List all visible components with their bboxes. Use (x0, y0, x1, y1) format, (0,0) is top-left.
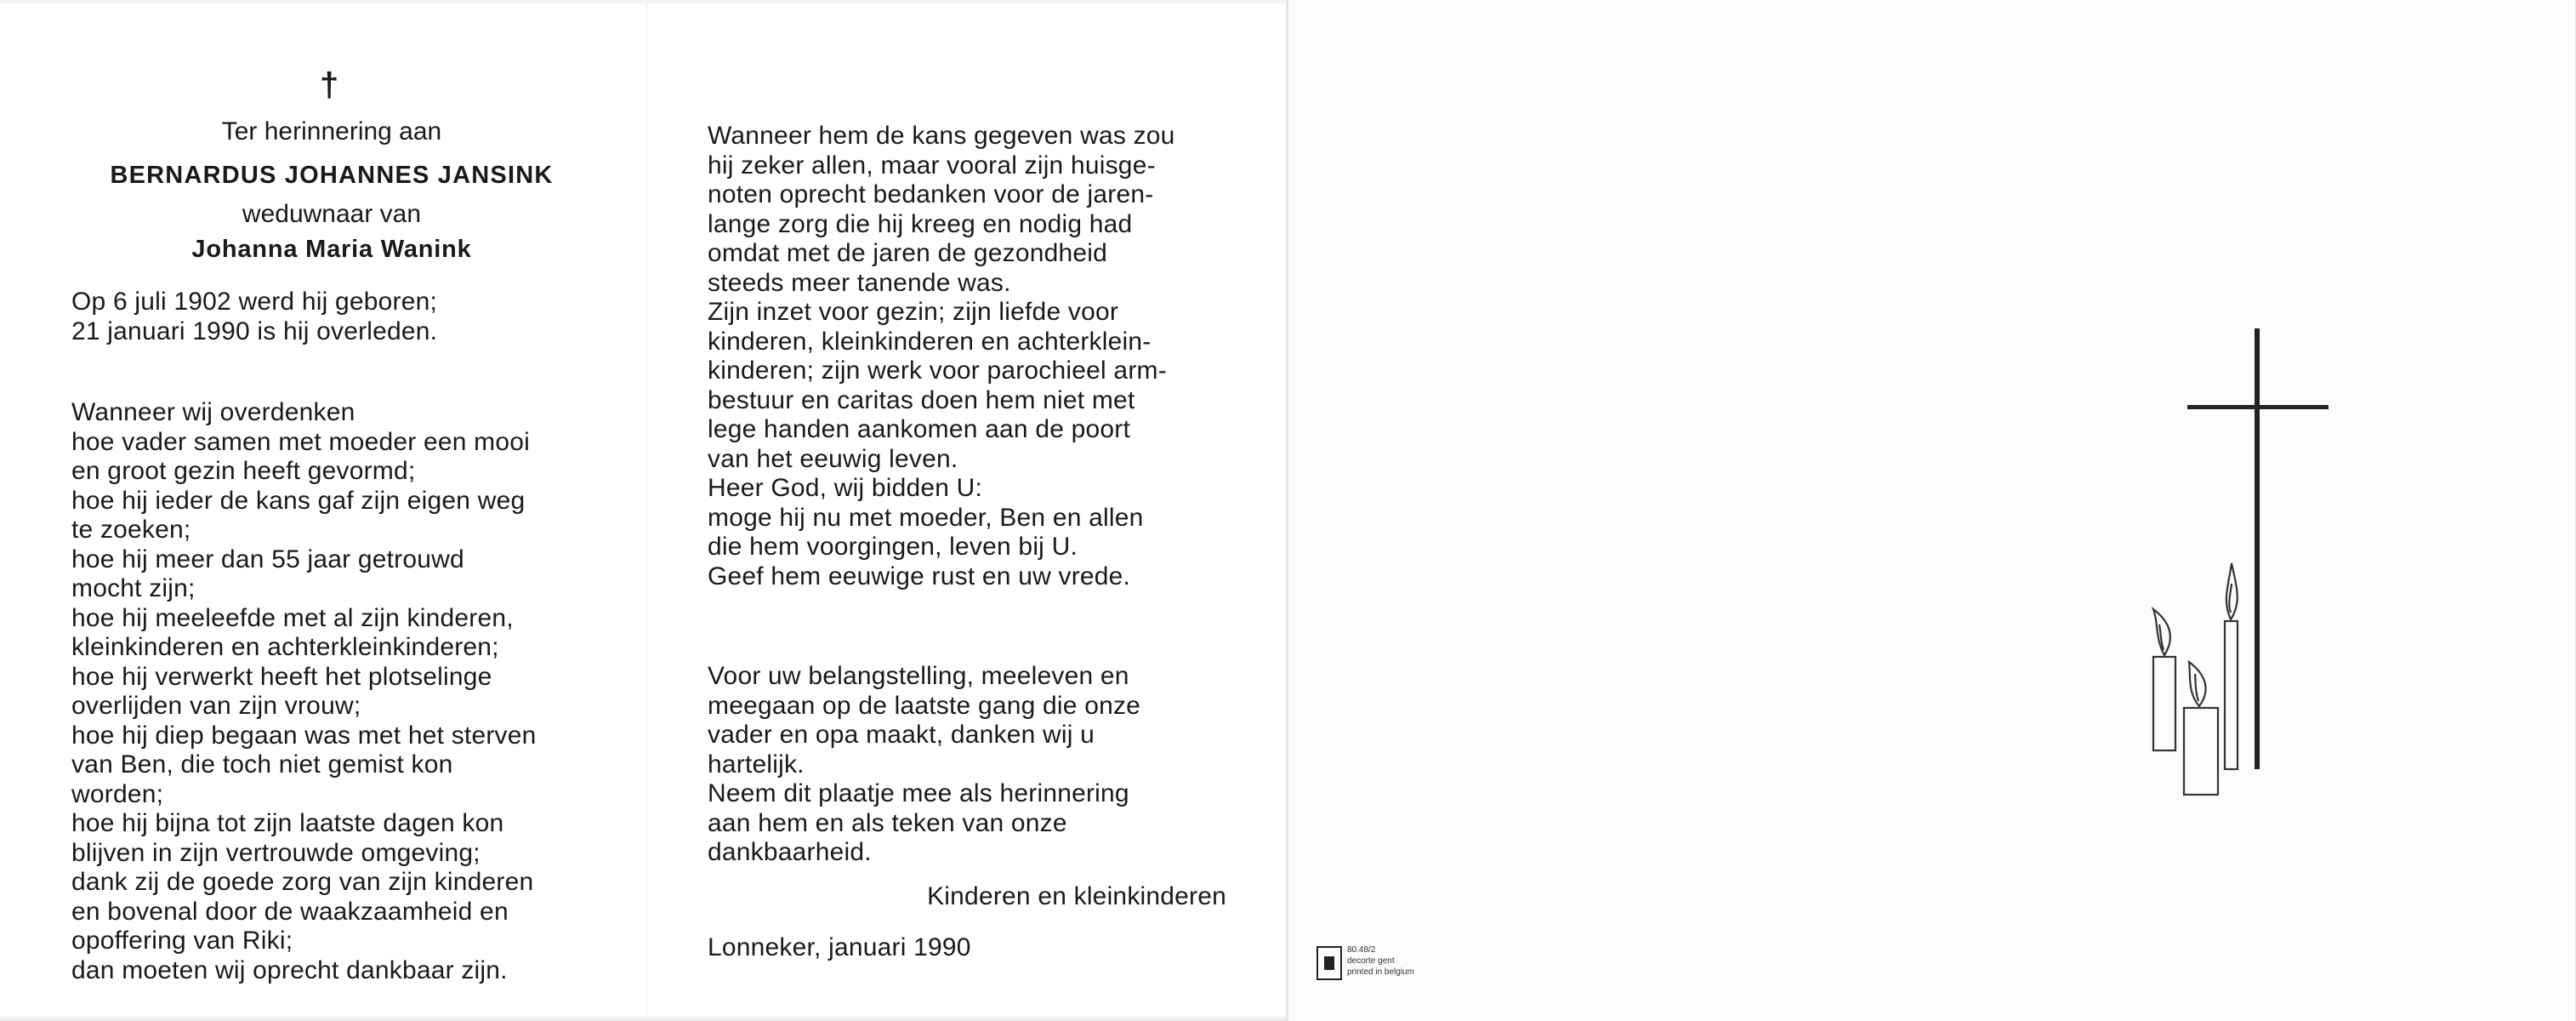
text-line: blijven in zijn vertrouwde omgeving; (71, 838, 481, 867)
text-line: die hem voorgingen, leven bij U. (708, 533, 1078, 561)
printer-origin: printed in belgium (1347, 967, 1414, 977)
candle-icon (2184, 662, 2218, 795)
card-fold (646, 0, 648, 1021)
cross-candles-artwork (2143, 323, 2347, 800)
place-date: Lonneker, januari 1990 (708, 933, 971, 961)
spouse-name: Johanna Maria Wanink (191, 236, 472, 263)
text-line: Heer God, wij bidden U: (708, 474, 983, 502)
text-line: en groot gezin heeft gevormd; (71, 457, 416, 485)
top-edge (0, 0, 1286, 3)
text-line: kinderen; zijn werk voor parochieel arm- (708, 356, 1167, 385)
text-line: bestuur en caritas doen hem niet met (708, 385, 1135, 414)
printer-code: 80.48/2 (1347, 945, 1376, 955)
printer-logo-icon (1316, 946, 1342, 980)
text-line: Zijn inzet voor gezin; zijn liefde voor (708, 298, 1119, 326)
bottom-edge (0, 1014, 1286, 1021)
text-line: hartelijk. (708, 750, 805, 779)
text-line: meegaan op de laatste gang die onze (708, 691, 1141, 720)
life-dates (71, 288, 633, 346)
family-signature: Kinderen en kleinkinderen (927, 882, 1226, 910)
reflection-text (71, 398, 616, 985)
text-line: kinderen, kleinkinderen en achterklein- (708, 327, 1152, 356)
text-line: van het eeuwig leven. (708, 444, 958, 473)
gratitude-text (708, 122, 1226, 591)
text-line: hoe hij verwerkt heeft het plotselinge (71, 662, 492, 691)
text-line: hoe vader samen met moeder een mooi (71, 427, 530, 456)
text-line: vader en opa maakt, danken wij u (708, 721, 1095, 749)
death-date-line: 21 januari 1990 is hij overleden. (71, 317, 438, 345)
printer-mark (1316, 944, 1436, 982)
birth-date-line: Op 6 juli 1902 werd hij geboren; (71, 288, 438, 316)
printer-publisher: decorte gent (1347, 956, 1395, 966)
text-line: lange zorg die hij kreeg en nodig had (708, 209, 1133, 238)
text-line: opoffering van Riki; (71, 927, 293, 955)
text-line: hoe hij bijna tot zijn laatste dagen kon (71, 809, 504, 837)
text-line: Wanneer wij overdenken (71, 398, 355, 426)
text-line: hoe hij diep begaan was met het sterven (71, 721, 537, 750)
text-line: moge hij nu met moeder, Ben en allen (708, 503, 1144, 532)
header-intro: Ter herinnering aan (221, 117, 442, 145)
text-line: dankbaarheid. (708, 838, 872, 866)
thanks-text (708, 662, 1226, 868)
text-line: en bovenal door de waakzaamheid en (71, 897, 509, 926)
text-line: Voor uw belangstelling, meeleven en (708, 662, 1129, 690)
header-relation: weduwnaar van (242, 200, 422, 228)
deceased-name: BERNARDUS JOHANNES JANSINK (110, 162, 554, 189)
text-line: kleinkinderen en achterkleinkinderen; (71, 633, 499, 661)
text-line: lege handen aankomen aan de poort (708, 415, 1131, 443)
text-line: dan moeten wij oprecht dankbaar zijn. (71, 955, 508, 984)
text-line: omdat met de jaren de gezondheid (708, 239, 1108, 267)
text-line: dank zij de goede zorg van zijn kinderen (71, 868, 534, 896)
cross-icon: † (320, 66, 339, 104)
text-line: steeds meer tanende was. (708, 268, 1011, 297)
text-line: worden; (71, 779, 164, 808)
candle-icon (2153, 609, 2175, 750)
text-line: hij zeker allen, maar vooral zijn huisge- (708, 151, 1156, 180)
text-line: hoe hij meer dan 55 jaar getrouwd (71, 545, 464, 573)
text-line: hoe hij meeleefde met al zijn kinderen, (71, 603, 514, 632)
text-line: Neem dit plaatje mee als herinnering (708, 779, 1129, 807)
memorial-header (51, 117, 612, 264)
text-line: te zoeken; (71, 516, 191, 544)
candle-icon (2225, 563, 2238, 769)
text-line: hoe hij ieder de kans gaf zijn eigen weg (71, 486, 526, 515)
text-line: Wanneer hem de kans gegeven was zou (708, 122, 1175, 150)
printer-info (1347, 944, 1414, 978)
text-line: overlijden van zijn vrouw; (71, 692, 361, 720)
text-line: mocht zijn; (71, 574, 196, 602)
card-right-page (1286, 0, 2576, 1021)
text-line: noten oprecht bedanken voor de jaren- (708, 180, 1154, 208)
text-line: Geef hem eeuwige rust en uw vrede. (708, 562, 1131, 590)
text-line: aan hem en als teken van onze (708, 808, 1067, 837)
text-line: van Ben, die toch niet gemist kon (71, 750, 453, 779)
cross-icon (2187, 328, 2329, 769)
